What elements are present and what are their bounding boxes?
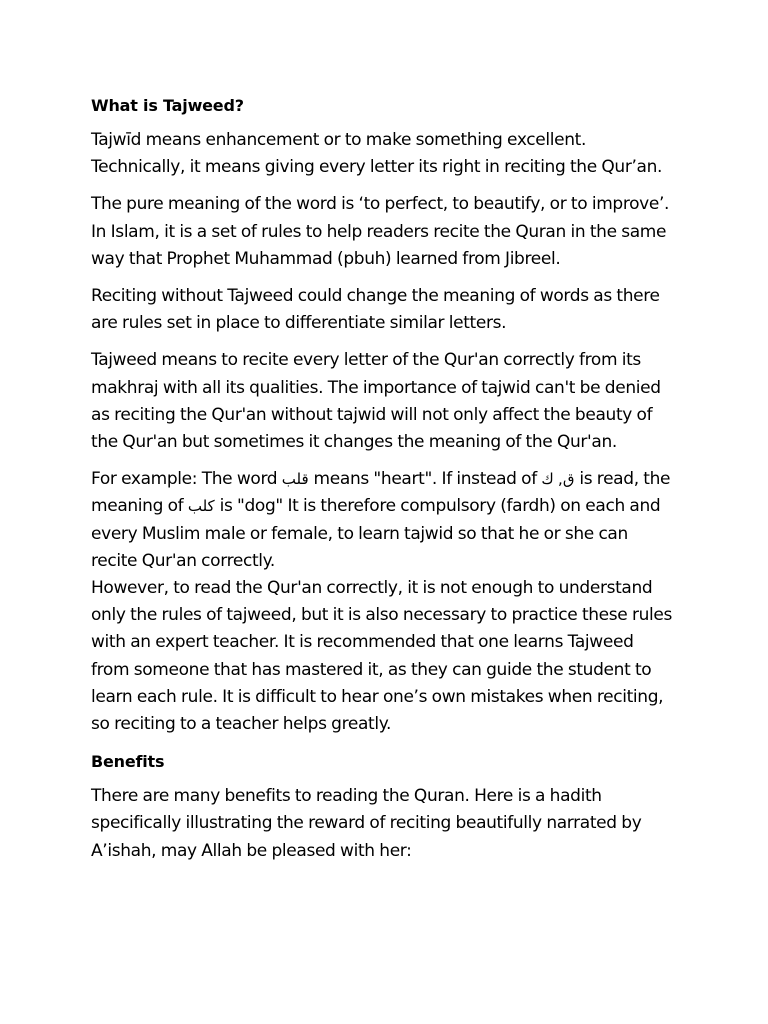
- arabic-word-dog: كلب: [187, 497, 215, 516]
- paragraph-makhraj: [91, 347, 691, 456]
- text-line: are rules set in place to differentiate similar letters.: [91, 313, 507, 334]
- text-line: recite Qur'an correctly.: [91, 550, 275, 571]
- text-fragment: is "dog" It is therefore compulsory (fardh) on each and: [214, 496, 661, 517]
- text-fragment: meaning of: [91, 496, 188, 517]
- text-line: as reciting the Qur'an without tajwid will not only affect the beauty of: [91, 404, 653, 425]
- paragraph-example: [91, 466, 691, 575]
- text-line: Tajweed means to recite every letter of the Qur'an correctly from its: [91, 350, 641, 371]
- text-line: The pure meaning of the word is ‘to perfect, to beautify, or to improve’.: [91, 194, 670, 215]
- arabic-word-heart: قلب: [281, 470, 309, 489]
- text-line: only the rules of tajweed, but it is also necessary to practice these rules: [91, 605, 673, 626]
- text-line: [91, 466, 691, 493]
- document-page: [91, 92, 691, 875]
- text-line: every Muslim male or female, to learn tajwid so that he or she can: [91, 523, 628, 544]
- text-line: Tajwīd means enhancement or to make something excellent.: [91, 130, 587, 150]
- text-line: However, to read the Qur'an correctly, it is not enough to understand: [91, 578, 653, 599]
- text-line: from someone that has mastered it, as they can guide the student to: [91, 659, 652, 680]
- heading-benefits: Benefits: [91, 752, 165, 772]
- paragraph-benefits: [91, 783, 691, 865]
- text-line: There are many benefits to reading the Quran. Here is a hadith: [91, 786, 602, 807]
- text-line: makhraj with all its qualities. The importance of tajwid can't be denied: [91, 377, 661, 398]
- text-line: learn each rule. It is difficult to hear one’s own mistakes when reciting,: [91, 686, 664, 707]
- text-line: A’ishah, may Allah be pleased with her:: [91, 840, 412, 861]
- text-line: Reciting without Tajweed could change the meaning of words as there: [91, 286, 660, 307]
- text-line: the Qur'an but sometimes it changes the meaning of the Qur'an.: [91, 432, 617, 453]
- text-line: [91, 493, 691, 520]
- paragraph-expert-teacher: [91, 575, 691, 738]
- arabic-letters: ق, ك: [541, 470, 575, 489]
- heading-what-is-tajweed: What is Tajweed?: [91, 96, 244, 115]
- text-fragment: means "heart". If instead of: [308, 469, 542, 490]
- text-fragment: For example: The word: [91, 469, 282, 490]
- text-line: In Islam, it is a set of rules to help readers recite the Quran in the same: [91, 221, 667, 242]
- text-fragment: is read, the: [574, 469, 671, 490]
- paragraph-reciting-without: [91, 283, 691, 337]
- paragraph-definition: [91, 127, 691, 181]
- text-line: way that Prophet Muhammad (pbuh) learned from Jibreel.: [91, 248, 561, 269]
- paragraph-pure-meaning: [91, 191, 691, 273]
- text-line: specifically illustrating the reward of reciting beautifully narrated by: [91, 813, 642, 834]
- text-line: with an expert teacher. It is recommended that one learns Tajweed: [91, 632, 634, 653]
- text-line: so reciting to a teacher helps greatly.: [91, 714, 392, 735]
- text-line: Technically, it means giving every letter its right in reciting the Qur’an.: [91, 157, 663, 178]
